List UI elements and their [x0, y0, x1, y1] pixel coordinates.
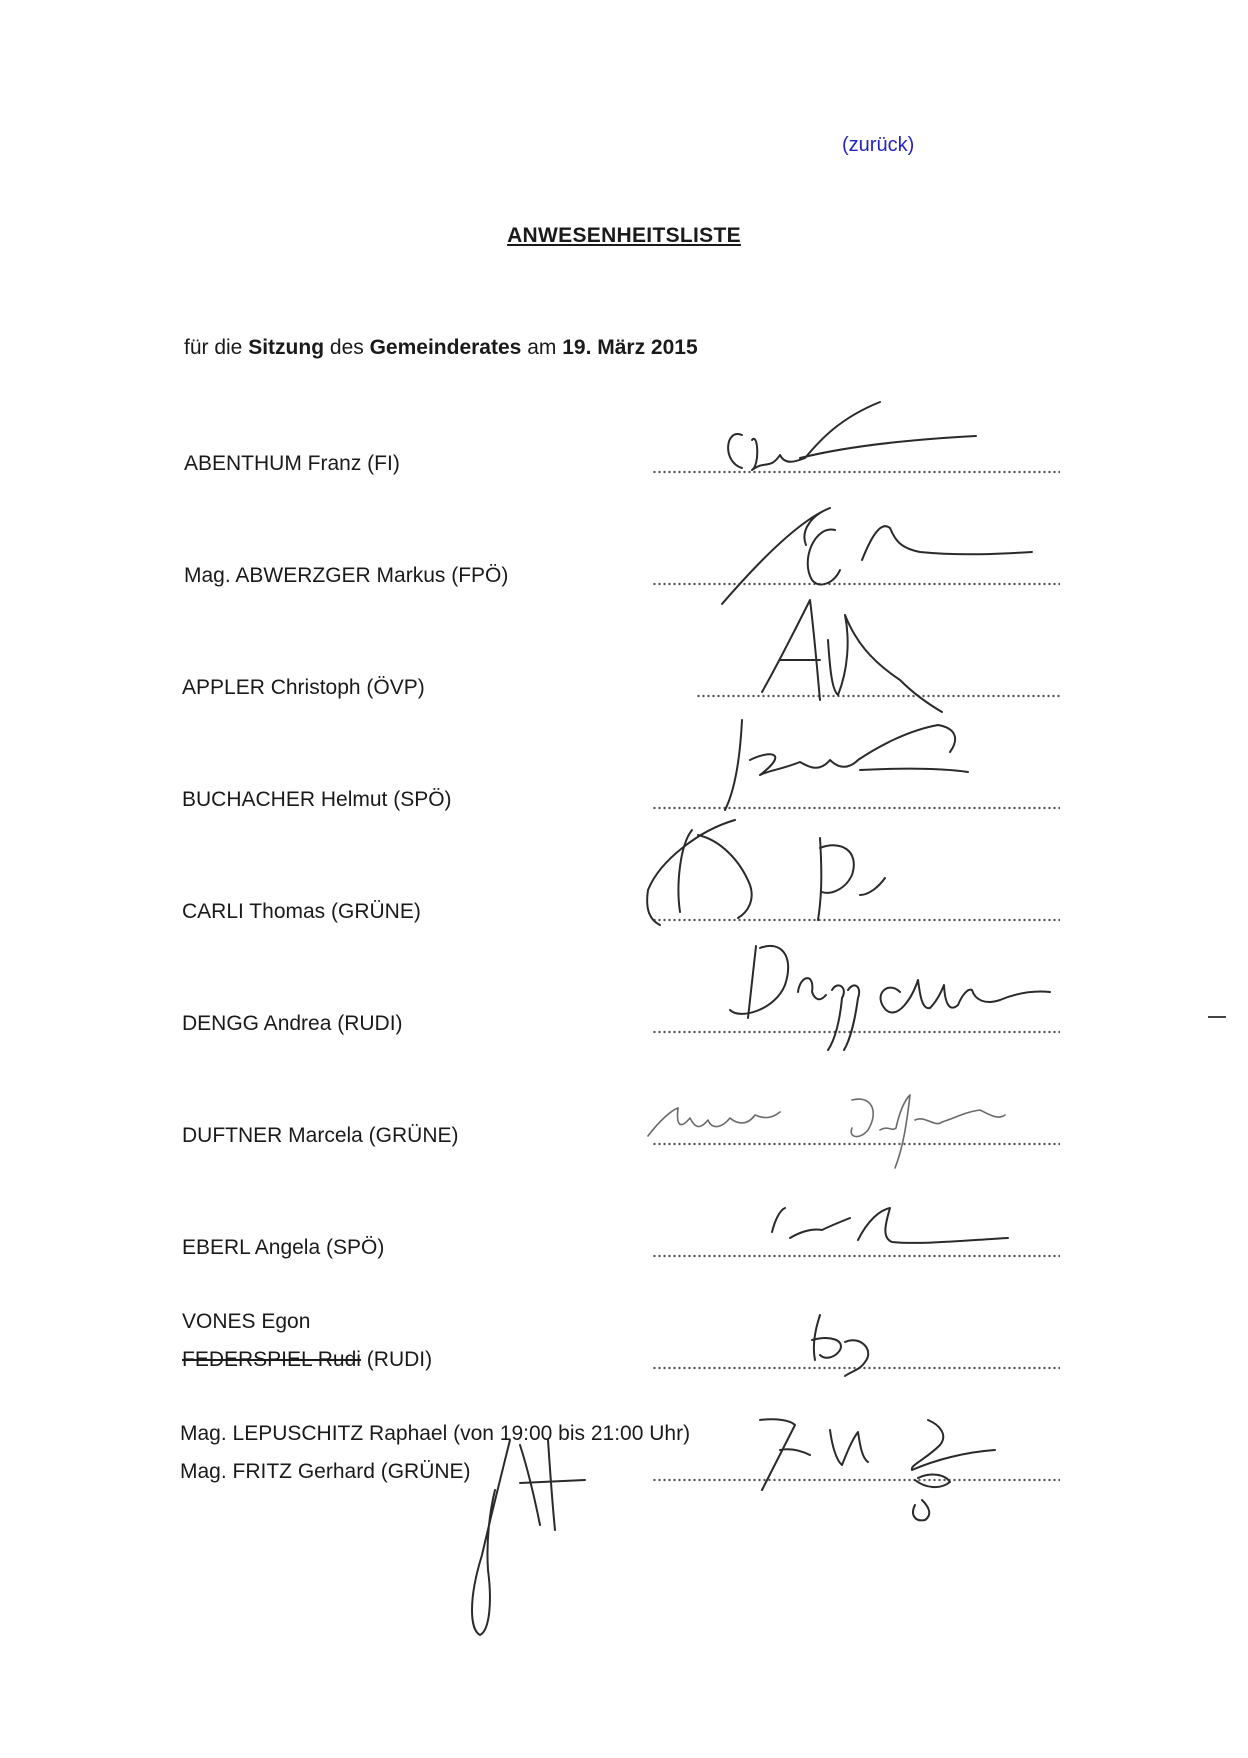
- signature-buchacher: [647, 720, 968, 925]
- subtitle-council: Gemeinderates: [369, 336, 522, 359]
- signature-abwerzger: [722, 508, 1032, 604]
- subtitle-date-prefix: am: [527, 336, 557, 359]
- attendee-name: Mag. LEPUSCHITZ Raphael (von 19:00 bis 21:00 Uhr): [180, 1422, 691, 1445]
- attendee-name: BUCHACHER Helmut (SPÖ): [182, 788, 452, 811]
- subtitle-date: 19. März 2015: [562, 336, 698, 359]
- signature-line: [696, 694, 1060, 698]
- party-label: (RUDI): [360, 1348, 433, 1371]
- signature-abenthum: [728, 402, 976, 470]
- attendee-name: Mag. FRITZ Gerhard (GRÜNE): [180, 1460, 471, 1483]
- attendee-name: APPLER Christoph (ÖVP): [182, 676, 425, 699]
- signature-line: [652, 1142, 1060, 1146]
- attendee-name: VONES Egon: [182, 1310, 311, 1333]
- signature-fritz: [472, 1440, 585, 1635]
- attendee-name: ABENTHUM Franz (FI): [184, 452, 400, 475]
- document-title: ANWESENHEITSLISTE: [507, 224, 741, 247]
- signature-line: [652, 1254, 1060, 1258]
- attendee-name-substitution: [182, 1342, 432, 1378]
- struck-name: FEDERSPIEL Rudi: [182, 1348, 361, 1371]
- attendee-name: DUFTNER Marcela (GRÜNE): [182, 1124, 459, 1147]
- signature-line: [652, 1030, 1060, 1034]
- signature-dengg: [730, 946, 1050, 1050]
- attendee-name: EBERL Angela (SPÖ): [182, 1236, 385, 1259]
- subtitle-middle: des: [329, 336, 364, 359]
- signature-line: [652, 1366, 1060, 1370]
- signature-carli: [679, 830, 886, 920]
- signature-line: [652, 582, 1060, 586]
- attendee-name: Mag. ABWERZGER Markus (FPÖ): [184, 564, 509, 587]
- subtitle-prefix: für die: [184, 336, 243, 359]
- signature-line: [652, 918, 1060, 922]
- meeting-subtitle: [184, 336, 698, 360]
- back-link[interactable]: (zurück): [842, 134, 915, 156]
- signature-line: [652, 806, 1060, 810]
- attendee-name: CARLI Thomas (GRÜNE): [182, 900, 421, 923]
- subtitle-meeting: Sitzung: [248, 336, 325, 359]
- signature-line: [652, 1478, 1060, 1482]
- signature-lepuschitz: [760, 1419, 995, 1520]
- signature-eberl: [772, 1208, 1008, 1243]
- attendee-name: DENGG Andrea (RUDI): [182, 1012, 403, 1035]
- scan-edge-mark: [1208, 1016, 1226, 1018]
- signature-line: [652, 470, 1060, 474]
- signature-duftner: [648, 1095, 1005, 1168]
